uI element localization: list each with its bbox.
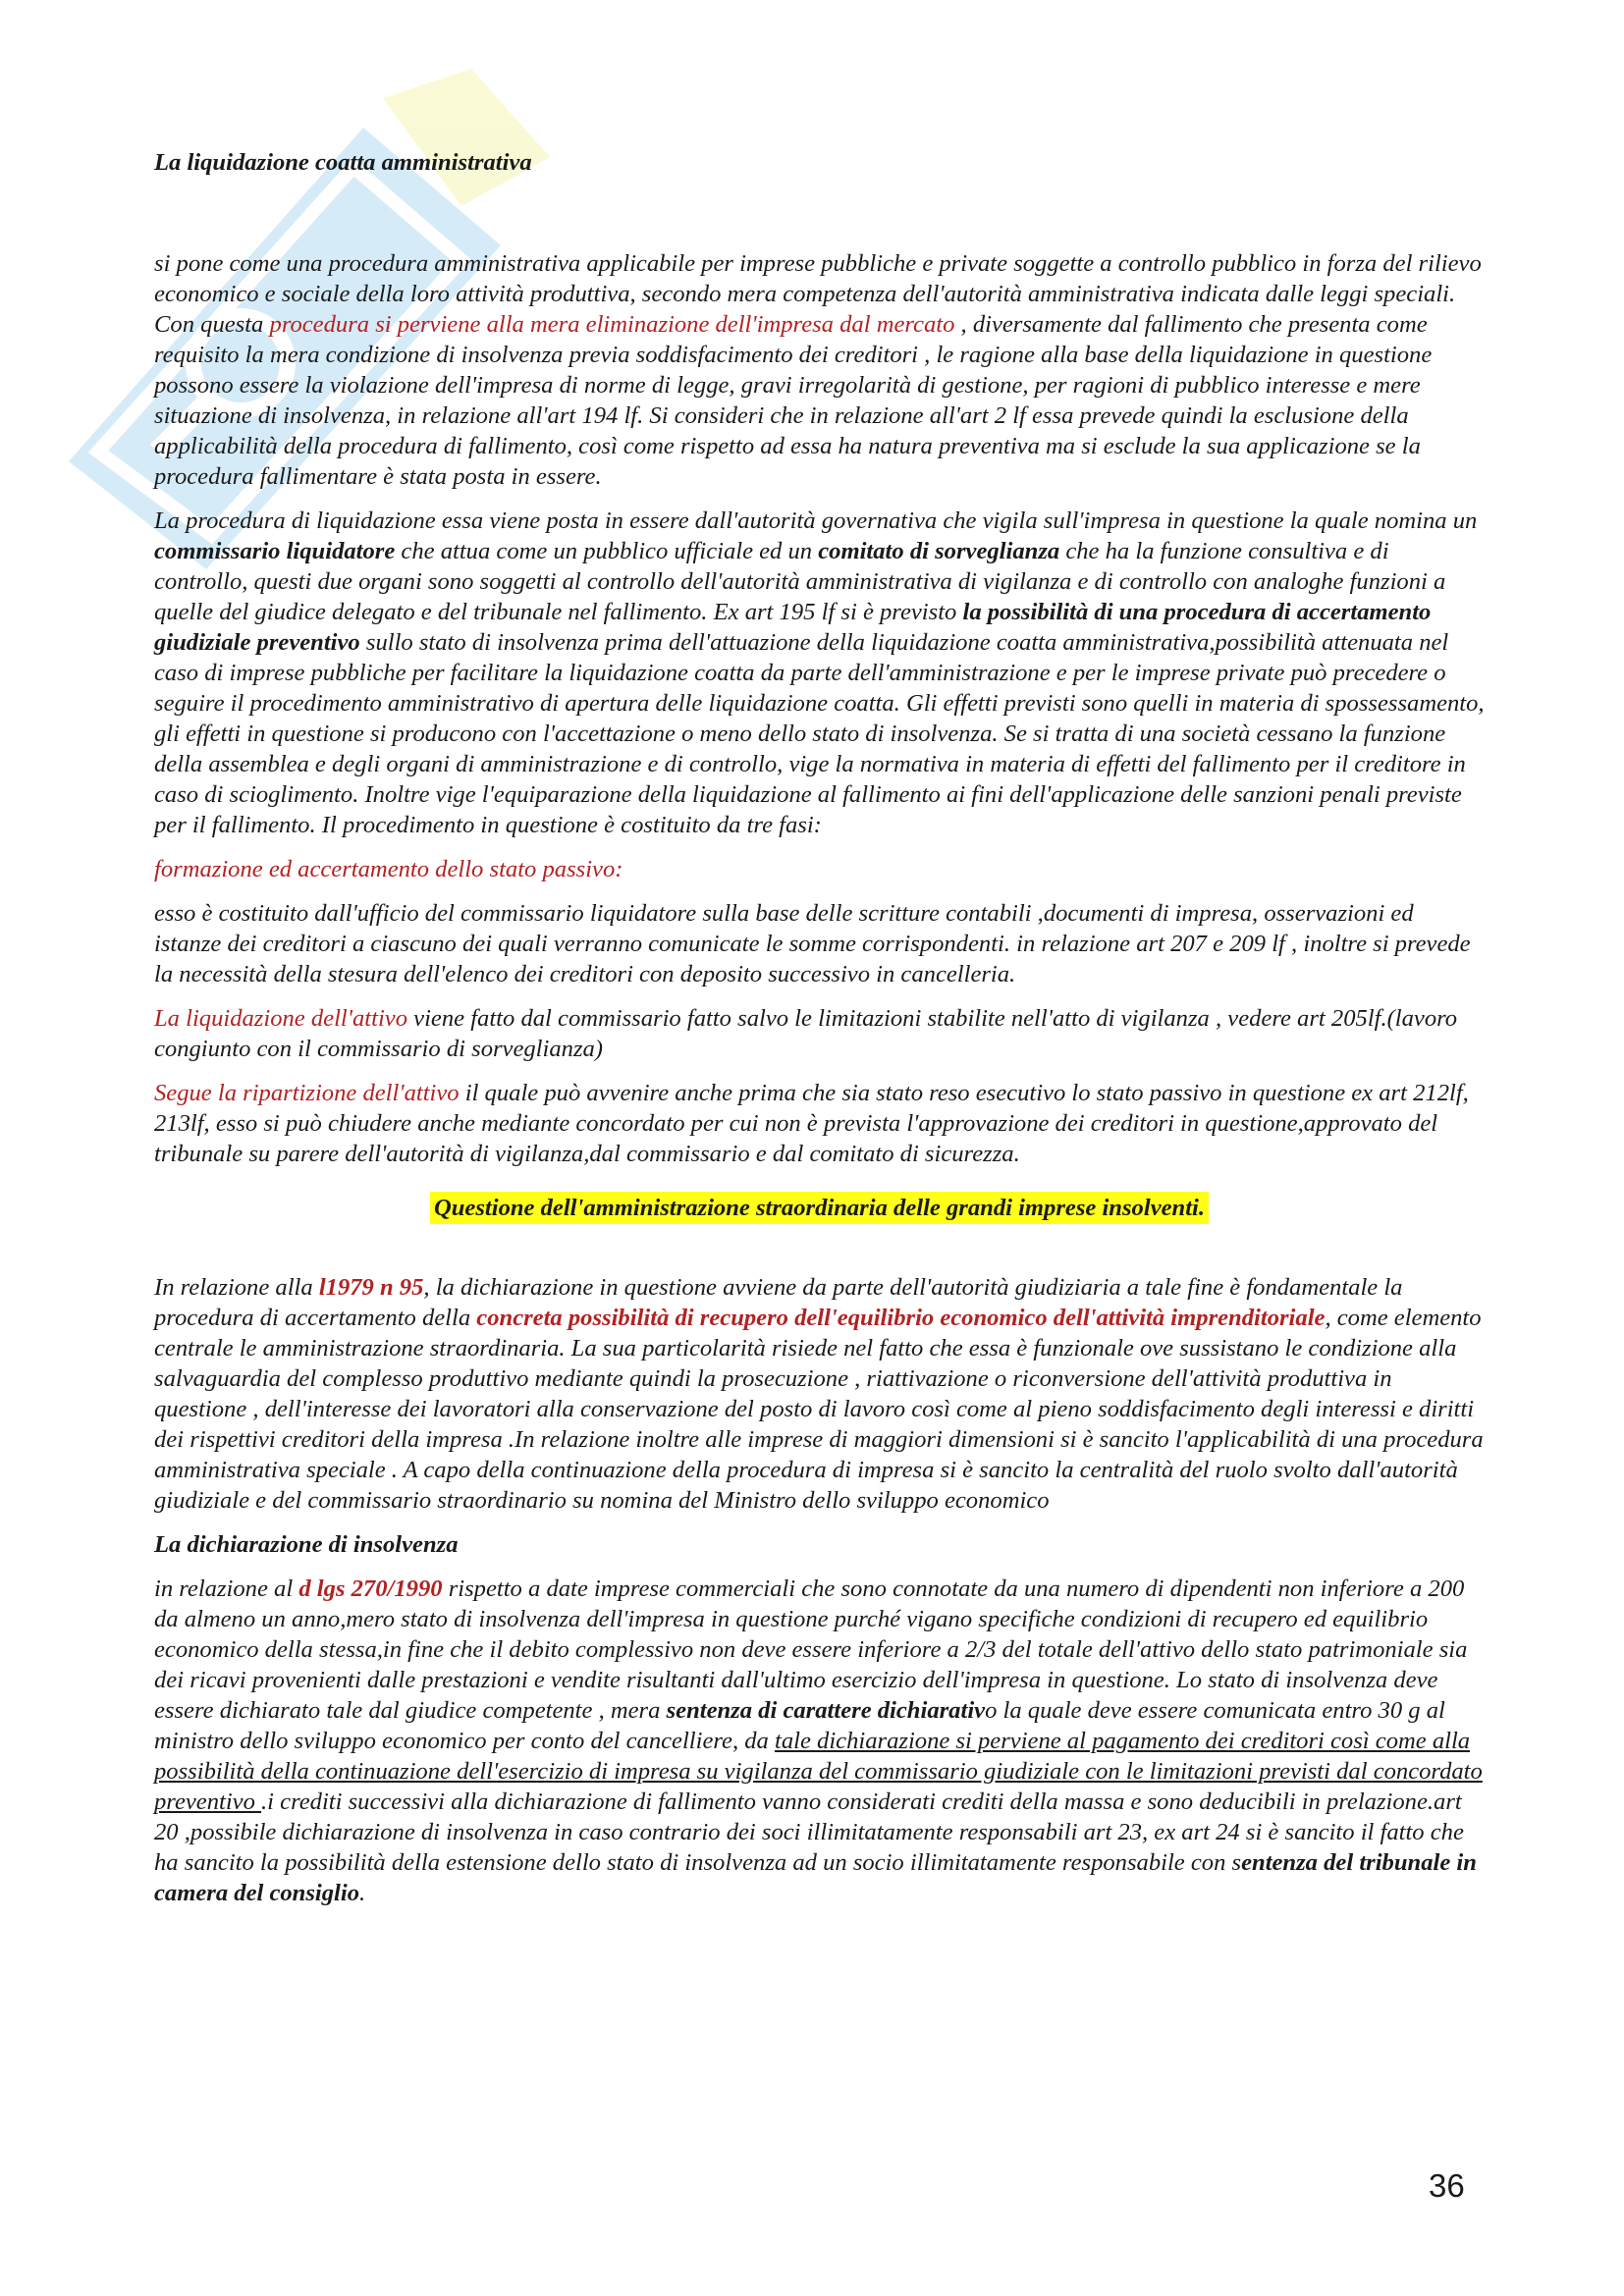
paragraph-intro: si pone come una procedura amministrativa applicabile per imprese pubbliche e private soggette a controllo pubblico in forza del rilievo economico e sociale della loro attività produttiva, secondo mera competenza dell'autorità amministrativa indicata dalle leggi speciali. Con questa procedura si perviene alla mera eliminazione dell'impresa dal mercato , diversamente dal fallimento che presenta come requisito la mera condizione di insolvenza previa soddisfacimento dei creditori , le ragione alla base della liquidazione in questione possono essere la violazione dell'impresa di norme di legge, gravi irregolarità di gestione, per ragioni di pubblico interesse e mere situazione di insolvenza, in relazione all'art 194 lf. Si consideri che in relazione all'art 2 lf essa prevede quindi la esclusione della applicabilità della procedura di fallimento, così come rispetto ad essa ha natura preventiva ma si esclude la sua applicazione se la procedura fallimentare è stata posta in essere. bbox=[154, 250, 1482, 490]
subheading: La dichiarazione di insolvenza bbox=[154, 1531, 459, 1558]
underlined-text: tale dichiarazione si perviene al pagamento dei creditori così come alla possibilità della continuazione dell'esercizio di impresa su vigilanza del commissario giudiziale con le limitazioni previsti dal concordato preventivo bbox=[154, 1728, 1483, 1815]
page-number: 36 bbox=[1429, 2167, 1465, 2204]
section-heading-wrapper bbox=[154, 1193, 1485, 1223]
bold-term: commissario liquidatore bbox=[154, 538, 396, 564]
highlight-red-text: La liquidazione dell'attivo bbox=[154, 1005, 408, 1032]
bold-term: entenza del tribunale in camera del consiglio bbox=[154, 1849, 1477, 1906]
phase-heading: formazione ed accertamento dello stato passivo: bbox=[154, 856, 623, 882]
document-body bbox=[154, 147, 1485, 1922]
paragraph-amministrazione: In relazione alla l1979 n 95, la dichiarazione in questione avviene da parte dell'autorità giudiziaria a tale fine è fondamentale la procedura di accertamento della concreta possibilità di recupero dell'equilibrio economico dell'attività imprenditoriale, come elemento centrale le amministrazione straordinaria. La sua particolarità risiede nel fatto che essa è funzionale ove sussistano le condizione alla salvaguardia del complesso produttivo mediante quindi la prosecuzione , riattivazione o riconversione dell'attività produttiva in questione , dell'interesse dei lavoratori alla conservazione del posto di lavoro così come al pieno soddisfacimento degli interessi e diritti dei rispettivi creditori della impresa .In relazione inoltre alle imprese di maggiori dimensioni si è sancito l'applicabilità di una procedura amministrativa speciale . A capo della continuazione della procedura di impresa si è sancito la centralità del ruolo svolto dall'autorità giudiziale e del commissario straordinario su nomina del Ministro dello sviluppo economico bbox=[154, 1274, 1484, 1514]
bold-term: sentenza di carattere dichiarativ bbox=[666, 1697, 986, 1724]
paragraph-procedure: La procedura di liquidazione essa viene posta in essere dall'autorità governativa che vigila sull'impresa in questione la quale nomina un commissario liquidatore che attua come un pubblico ufficiale ed un comitato di sorveglianza che ha la funzione consultiva e di controllo, questi due organi sono soggetti al controllo dell'autorità amministrativa di vigilanza e di controllo con analoghe funzioni a quelle del giudice delegato e del tribunale nel fallimento. Ex art 195 lf si è previsto la possibilità di una procedura di accertamento giudiziale preventivo sullo stato di insolvenza prima dell'attuazione della liquidazione coatta amministrativa,possibilità attenuata nel caso di imprese pubbliche per facilitare la liquidazione coatta da parte dell'amministrazione e per le imprese private può precedere o seguire il procedimento amministrativo di apertura delle liquidazione coatta. Gli effetti previsti sono quelli in materia di spossessamento, gli effetti in questione si producono con l'accettazione o meno dello stato di insolvenza. Se si tratta di una società cessano la funzione della assemblea e degli organi di amministrazione e di controllo, vige la normativa in materia di effetti del fallimento per il creditore in caso di scioglimento. Inoltre vige l'equiparazione della liquidazione al fallimento ai fini dell'applicazione delle sanzioni penali previste per il fallimento. Il procedimento in questione è costituito da tre fasi: bbox=[154, 507, 1485, 838]
highlight-red-bold: concreta possibilità di recupero dell'equilibrio economico dell'attività imprenditoriale bbox=[476, 1305, 1326, 1331]
paragraph-insolvenza: in relazione al d lgs 270/1990 rispetto a date imprese commerciali che sono connotate da una numero di dipendenti non inferiore a 200 da almeno un anno,mero stato di insolvenza dell'impresa in questione purché vigano specifiche condizioni di recupero ed equilibrio economico della stessa,in fine che il debito complessivo non deve essere inferiore a 2/3 del totale dell'attivo dello stato patrimoniale sia dei ricavi provenienti dalle prestazioni e vendite risultanti dall'ultimo esercizio dell'impresa in questione. Lo stato di insolvenza deve essere dichiarato tale dal giudice competente , mera sentenza di carattere dichiarativo la quale deve essere comunicata entro 30 g al ministro dello sviluppo economico per conto del cancelliere, da tale dichiarazione si perviene al pagamento dei creditori così come alla possibilità della continuazione dell'esercizio di impresa su vigilanza del commissario giudiziale con le limitazioni previsti dal concordato preventivo .i crediti successivi alla dichiarazione di fallimento vanno considerati crediti della massa e sono deducibili in prelazione.art 20 ,possibile dichiarazione di insolvenza in caso contrario dei soci illimitatamente responsabili art 23, ex art 24 si è sancito il fatto che ha sancito la possibilità della estensione dello stato di insolvenza ad un socio illimitatamente responsabile con sentenza del tribunale in camera del consiglio. bbox=[154, 1575, 1483, 1906]
page-title: La liquidazione coatta amministrativa bbox=[154, 149, 532, 176]
bold-term: la possibilità di una procedura di accertamento giudiziale preventivo bbox=[154, 599, 1432, 656]
paragraph-ripartizione: Segue la ripartizione dell'attivo il quale può avvenire anche prima che sia stato reso esecutivo lo stato passivo in questione ex art 212lf, 213lf, esso si può chiudere anche mediante concordato per cui non è prevista l'approvazione dei creditori in questione,approvato del tribunale su parere dell'autorità di vigilanza,dal commissario e dal comitato di sicurezza. bbox=[154, 1080, 1469, 1167]
highlight-red-text: Segue la ripartizione dell'attivo bbox=[154, 1080, 460, 1106]
bold-term: comitato di sorveglianza bbox=[818, 538, 1060, 564]
law-reference: l1979 n 95 bbox=[318, 1274, 424, 1301]
paragraph-liquidazione-attivo: La liquidazione dell'attivo viene fatto dal commissario fatto salvo le limitazioni stabilite nell'atto di vigilanza , vedere art 205lf.(lavoro congiunto con il commissario di sorveglianza) bbox=[154, 1005, 1458, 1062]
paragraph-stato-passivo: esso è costituito dall'ufficio del commissario liquidatore sulla base delle scritture contabili ,documenti di impresa, osservazioni ed istanze dei creditori a ciascuno dei quali verranno comunicate le somme corrispondenti. in relazione art 207 e 209 lf , inoltre si prevede la necessità della stesura dell'elenco dei creditori con deposito successivo in cancelleria. bbox=[154, 900, 1471, 988]
law-reference: d lgs 270/1990 bbox=[298, 1575, 443, 1602]
section-heading: Questione dell'amministrazione straordinaria delle grandi imprese insolventi. bbox=[430, 1192, 1209, 1224]
highlight-red-text: procedura si perviene alla mera eliminazione dell'impresa dal mercato bbox=[269, 311, 955, 338]
